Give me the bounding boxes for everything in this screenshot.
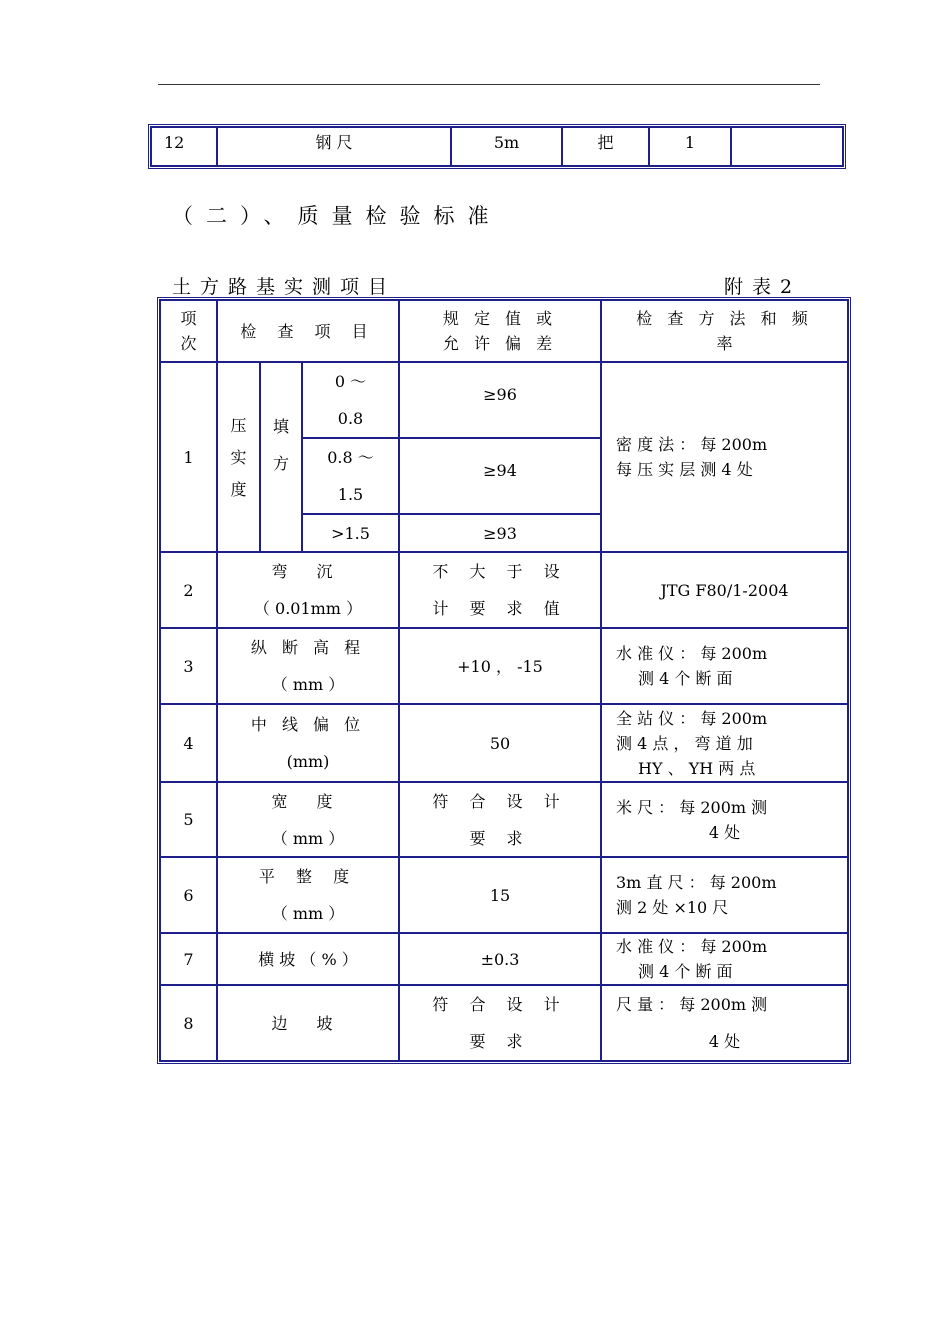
spec-cell [399, 857, 601, 933]
item-cell [217, 704, 399, 782]
method-line: 水 准 仪 ： 每 200m [616, 644, 768, 663]
item-cell [217, 857, 399, 933]
item-line: （ 0.01mm ） [253, 599, 363, 618]
item-cell [217, 933, 399, 985]
spec-value: ≥93 [399, 514, 601, 552]
method-line: 4 处 [708, 822, 741, 842]
item-cell [217, 782, 399, 857]
tool-no: 12 [151, 127, 217, 166]
spec-cell [399, 782, 601, 857]
header-spec-line-2: 允 许 偏 差 [442, 334, 558, 353]
method-cell [601, 857, 848, 933]
table-caption: 土方路基实测项目 [172, 276, 397, 298]
header-method-line-1: 检 查 方 法 和 频 [636, 309, 813, 328]
item-cell [217, 985, 399, 1061]
item-line: 横 坡 （ % ） [258, 949, 358, 969]
spec-line: +10 ， -15 [457, 656, 543, 676]
table-row [160, 704, 848, 782]
row-no: 2 [160, 552, 217, 628]
method-cell [601, 704, 848, 782]
tool-unit: 把 [562, 127, 649, 166]
spec-line: 计 要 求 值 [432, 599, 568, 618]
row-no: 8 [160, 985, 217, 1061]
item-line: (mm) [286, 752, 330, 771]
item-line: 边 坡 [271, 1013, 345, 1033]
table-row [160, 552, 848, 628]
row-no: 5 [160, 782, 217, 857]
spec-cell [399, 704, 601, 782]
depth-range: >1.5 [302, 514, 399, 552]
method-line: HY 、 YH 两 点 [638, 758, 756, 778]
method-line: 密 度 法 ： 每 200m [616, 435, 768, 454]
tool-note [731, 127, 843, 166]
header-item-text: 检 查 项 目 [240, 321, 376, 341]
item-cell [217, 628, 399, 704]
item-line: （ mm ） [271, 828, 345, 848]
method-line: 全 站 仪 ： 每 200m [616, 708, 768, 728]
method-line: 测 4 点 ， 弯 道 加 [616, 733, 753, 753]
compaction-char: 实 [230, 447, 247, 467]
method-line: 测 4 个 断 面 [638, 669, 733, 688]
spec-line: 15 [489, 885, 511, 905]
section-heading: （二）、质量检验标准 [172, 204, 502, 228]
method-line: 水 准 仪 ： 每 200m [616, 937, 768, 956]
item-line: 纵 断 高 程 [250, 638, 366, 657]
depth-range [302, 438, 399, 514]
row-no: 3 [160, 628, 217, 704]
method-line: 每 压 实 层 测 4 处 [616, 460, 753, 479]
spec-cell [399, 552, 601, 628]
method-cell [601, 933, 848, 985]
method-line: 3m 直 尺 ： 每 200m [616, 873, 777, 892]
method-line: JTG F80/1-2004 [660, 580, 789, 600]
table-row [160, 985, 848, 1061]
method-cell [601, 552, 848, 628]
tool-row [151, 127, 843, 166]
row-no: 6 [160, 857, 217, 933]
spec-value-text: ≥94 [483, 460, 517, 480]
spec-line: 不 大 于 设 [432, 562, 568, 581]
row-no: 7 [160, 933, 217, 985]
method-cell [601, 362, 848, 552]
item-line: （ mm ） [271, 675, 345, 694]
tool-spec: 5m [451, 127, 562, 166]
method-line: 尺 量 ： 每 200m 测 [616, 995, 768, 1014]
spec-cell [399, 985, 601, 1061]
method-cell [601, 985, 848, 1061]
depth-range-line: 0 ～ [334, 372, 367, 391]
spec-line: 符 合 设 计 [432, 791, 568, 811]
header-method-line-2: 率 [716, 334, 733, 353]
table-row [160, 782, 848, 857]
header-method [601, 300, 848, 362]
depth-range-line: 0.8 [337, 409, 364, 428]
fill-char: 方 [272, 454, 289, 473]
item-line: 中 线 偏 位 [250, 715, 366, 734]
spec-value [399, 438, 601, 514]
tool-name: 钢 尺 [217, 127, 451, 166]
spec-line: 要 求 [469, 1032, 531, 1051]
method-line: 测 4 个 断 面 [638, 962, 733, 981]
method-cell [601, 628, 848, 704]
spec-line: 50 [489, 733, 511, 753]
table-annex: 附表2 [724, 276, 802, 298]
depth-range-line: 1.5 [337, 485, 364, 504]
compaction-label [217, 362, 260, 552]
item-line: 平 整 度 [258, 867, 358, 886]
tool-qty: 1 [649, 127, 731, 166]
header-spec-line-1: 规 定 值 或 [442, 309, 558, 328]
header-spec [399, 300, 601, 362]
fill-char: 填 [272, 417, 289, 436]
inspection-table [157, 297, 851, 1064]
method-cell [601, 782, 848, 857]
header-no-line-2: 次 [180, 334, 197, 353]
item-line: （ mm ） [271, 904, 345, 923]
row-no: 4 [160, 704, 217, 782]
compaction-char: 度 [230, 479, 247, 499]
item-line: 宽 度 [271, 791, 345, 811]
depth-range-line: 0.8 ～ [327, 448, 374, 467]
row-no: 1 [160, 362, 217, 552]
compaction-char: 压 [230, 415, 247, 435]
table-row [160, 933, 848, 985]
spec-line: ±0.3 [480, 949, 520, 969]
spec-line: 要 求 [469, 828, 531, 848]
method-line: 米 尺 ： 每 200m 测 [616, 797, 768, 817]
spec-line: 符 合 设 计 [432, 995, 568, 1014]
spec-value-text: ≥96 [483, 384, 517, 404]
header-item [217, 300, 399, 362]
spec-cell [399, 628, 601, 704]
header-no-line-1: 项 [180, 309, 197, 328]
spec-cell [399, 933, 601, 985]
method-line: 测 2 处 ×10 尺 [616, 898, 729, 917]
item-line: 弯 沉 [271, 562, 345, 581]
method-line: 4 处 [708, 1032, 741, 1051]
table-row [160, 362, 848, 438]
tool-table [148, 124, 846, 169]
header-row [160, 300, 848, 362]
depth-range [302, 362, 399, 438]
spec-value [399, 362, 601, 438]
fill-label [260, 362, 302, 552]
header-no [160, 300, 217, 362]
table-row [160, 857, 848, 933]
header-rule [158, 84, 820, 85]
item-cell [217, 552, 399, 628]
table-row [160, 628, 848, 704]
